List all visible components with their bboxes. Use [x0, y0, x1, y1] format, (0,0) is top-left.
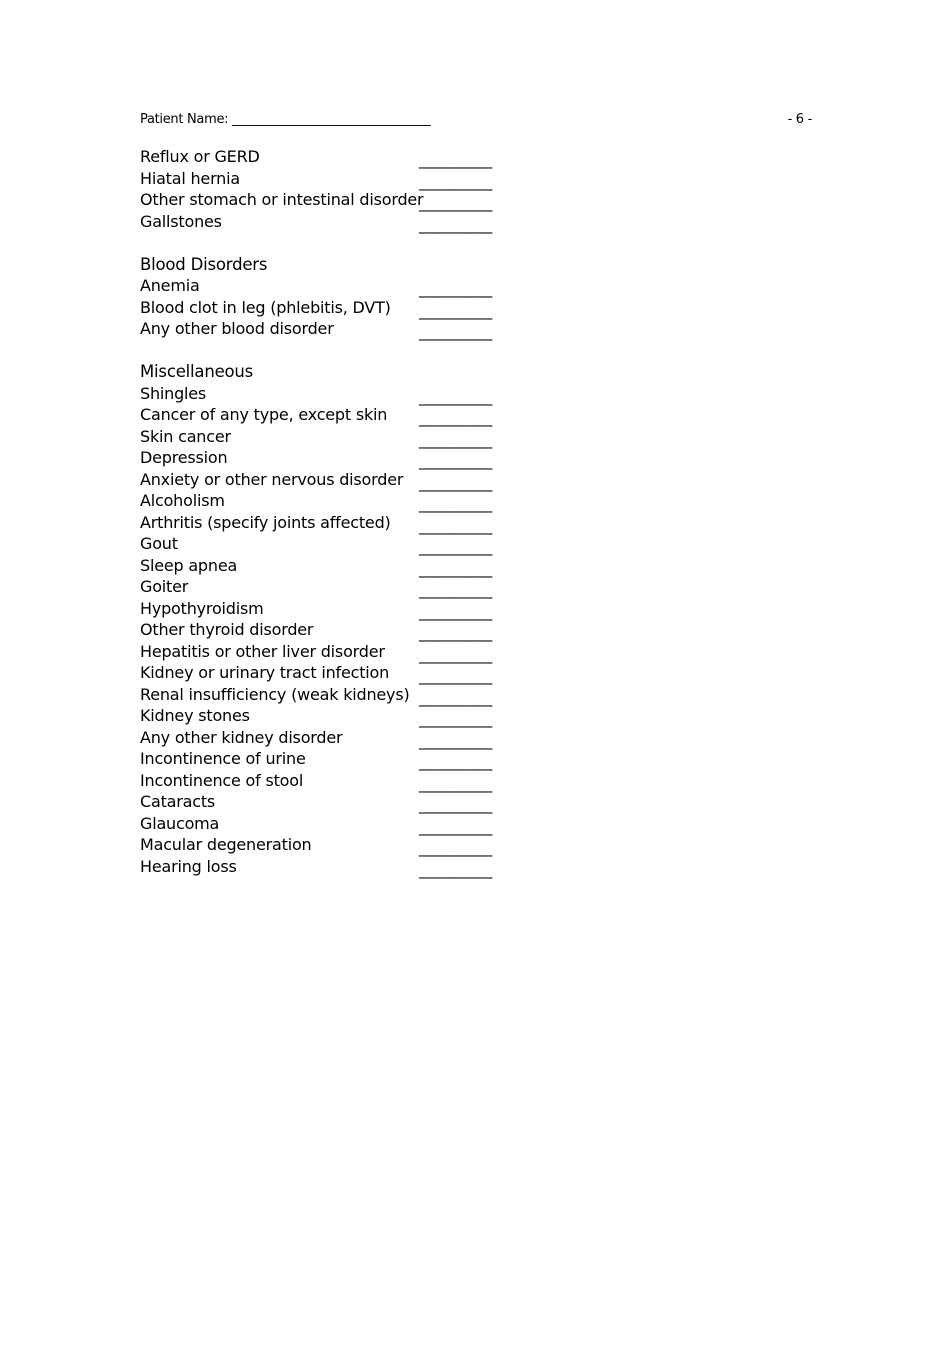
- miscellaneous-section: [140, 361, 540, 877]
- condition-label: Hiatal hernia: [140, 168, 240, 188]
- condition-row: [140, 770, 540, 792]
- condition-label: Arthritis (specify joints affected): [140, 512, 391, 532]
- condition-row: [140, 662, 540, 684]
- condition-row: [140, 447, 540, 469]
- answer-blank[interactable]: __________: [419, 817, 493, 836]
- condition-row: [140, 404, 540, 426]
- answer-blank[interactable]: __________: [419, 624, 493, 642]
- answer-blank[interactable]: __________: [419, 645, 493, 664]
- condition-label: Gout: [140, 534, 178, 553]
- answer-blank[interactable]: __________: [419, 215, 493, 234]
- section-title-blood-disorders: Blood Disorders: [140, 254, 268, 274]
- answer-blank[interactable]: __________: [419, 430, 493, 449]
- condition-row: [140, 727, 540, 749]
- condition-label: Other thyroid disorder: [140, 620, 314, 639]
- condition-label: Cancer of any type, except skin: [140, 405, 388, 424]
- answer-blank[interactable]: __________: [419, 559, 493, 578]
- answer-blank[interactable]: __________: [419, 796, 493, 814]
- condition-row: [140, 856, 540, 878]
- condition-row: [140, 146, 540, 168]
- condition-label: Cataracts: [140, 792, 216, 811]
- condition-label: Hepatitis or other liver disorder: [140, 641, 385, 661]
- answer-blank[interactable]: __________: [419, 602, 493, 621]
- medical-history-form: [140, 146, 540, 877]
- answer-blank[interactable]: __________: [419, 473, 493, 492]
- answer-blank[interactable]: __________: [419, 495, 493, 513]
- answer-blank[interactable]: __________: [419, 774, 493, 793]
- condition-label: Anemia: [140, 276, 200, 295]
- condition-label: Goiter: [140, 577, 189, 596]
- condition-row: [140, 512, 540, 534]
- condition-label: Incontinence of stool: [140, 770, 304, 790]
- answer-blank[interactable]: __________: [419, 516, 493, 535]
- answer-blank[interactable]: __________: [419, 710, 493, 728]
- condition-row: [140, 469, 540, 491]
- condition-label: Incontinence of urine: [140, 749, 306, 768]
- condition-label: Other stomach or intestinal disorder: [140, 190, 424, 209]
- answer-blank[interactable]: __________: [419, 151, 493, 169]
- answer-blank[interactable]: __________: [419, 839, 493, 857]
- answer-blank[interactable]: __________: [419, 581, 493, 599]
- condition-row: [140, 641, 540, 663]
- condition-row: [140, 383, 540, 405]
- digestive-section: [140, 146, 540, 232]
- condition-row: [140, 705, 540, 727]
- answer-blank[interactable]: __________: [419, 301, 493, 320]
- condition-label: Gallstones: [140, 211, 222, 231]
- condition-row: [140, 684, 540, 706]
- condition-label: Any other kidney disorder: [140, 727, 343, 747]
- answer-blank[interactable]: __________: [419, 731, 493, 750]
- condition-label: Kidney stones: [140, 706, 250, 725]
- answer-blank[interactable]: __________: [419, 172, 493, 191]
- answer-blank[interactable]: __________: [419, 323, 493, 341]
- blood-disorders-section: [140, 254, 540, 340]
- answer-blank[interactable]: __________: [419, 667, 493, 685]
- condition-label: Depression: [140, 448, 228, 467]
- condition-label: Blood clot in leg (phlebitis, DVT): [140, 297, 391, 317]
- condition-row: [140, 619, 540, 641]
- condition-row: [140, 297, 540, 319]
- condition-row: [140, 598, 540, 620]
- answer-blank[interactable]: __________: [419, 753, 493, 771]
- condition-row: [140, 318, 540, 340]
- condition-label: Skin cancer: [140, 426, 231, 446]
- condition-label: Reflux or GERD: [140, 147, 260, 166]
- page-header: [140, 112, 812, 132]
- condition-row: [140, 834, 540, 856]
- answer-blank[interactable]: __________: [419, 538, 493, 556]
- answer-blank[interactable]: __________: [419, 194, 493, 212]
- condition-row: [140, 426, 540, 448]
- condition-label: Hypothyroidism: [140, 598, 264, 618]
- condition-label: Macular degeneration: [140, 835, 312, 854]
- condition-label: Alcoholism: [140, 491, 225, 510]
- condition-row: [140, 211, 540, 233]
- condition-row: [140, 791, 540, 813]
- condition-row: [140, 490, 540, 512]
- condition-label: Glaucoma: [140, 813, 220, 833]
- patient-name-field[interactable]: Patient Name: ________________________________: [140, 112, 431, 127]
- condition-row: [140, 168, 540, 190]
- condition-label: Any other blood disorder: [140, 319, 334, 338]
- answer-blank[interactable]: __________: [419, 280, 493, 298]
- condition-label: Kidney or urinary tract infection: [140, 663, 390, 682]
- answer-blank[interactable]: __________: [419, 452, 493, 470]
- condition-label: Shingles: [140, 383, 207, 403]
- condition-row: [140, 576, 540, 598]
- condition-label: Hearing loss: [140, 856, 237, 876]
- condition-label: Anxiety or other nervous disorder: [140, 469, 404, 489]
- condition-row: [140, 275, 540, 297]
- condition-row: [140, 748, 540, 770]
- answer-blank[interactable]: __________: [419, 688, 493, 707]
- condition-row: [140, 813, 540, 835]
- answer-blank[interactable]: __________: [419, 409, 493, 427]
- condition-row: [140, 533, 540, 555]
- answer-blank[interactable]: __________: [419, 387, 493, 406]
- condition-label: Renal insufficiency (weak kidneys): [140, 684, 410, 704]
- answer-blank[interactable]: __________: [419, 860, 493, 879]
- condition-row: [140, 555, 540, 577]
- condition-label: Sleep apnea: [140, 555, 238, 575]
- section-title-miscellaneous: Miscellaneous: [140, 362, 254, 381]
- page-number: - 6 -: [787, 112, 812, 127]
- condition-row: [140, 189, 540, 211]
